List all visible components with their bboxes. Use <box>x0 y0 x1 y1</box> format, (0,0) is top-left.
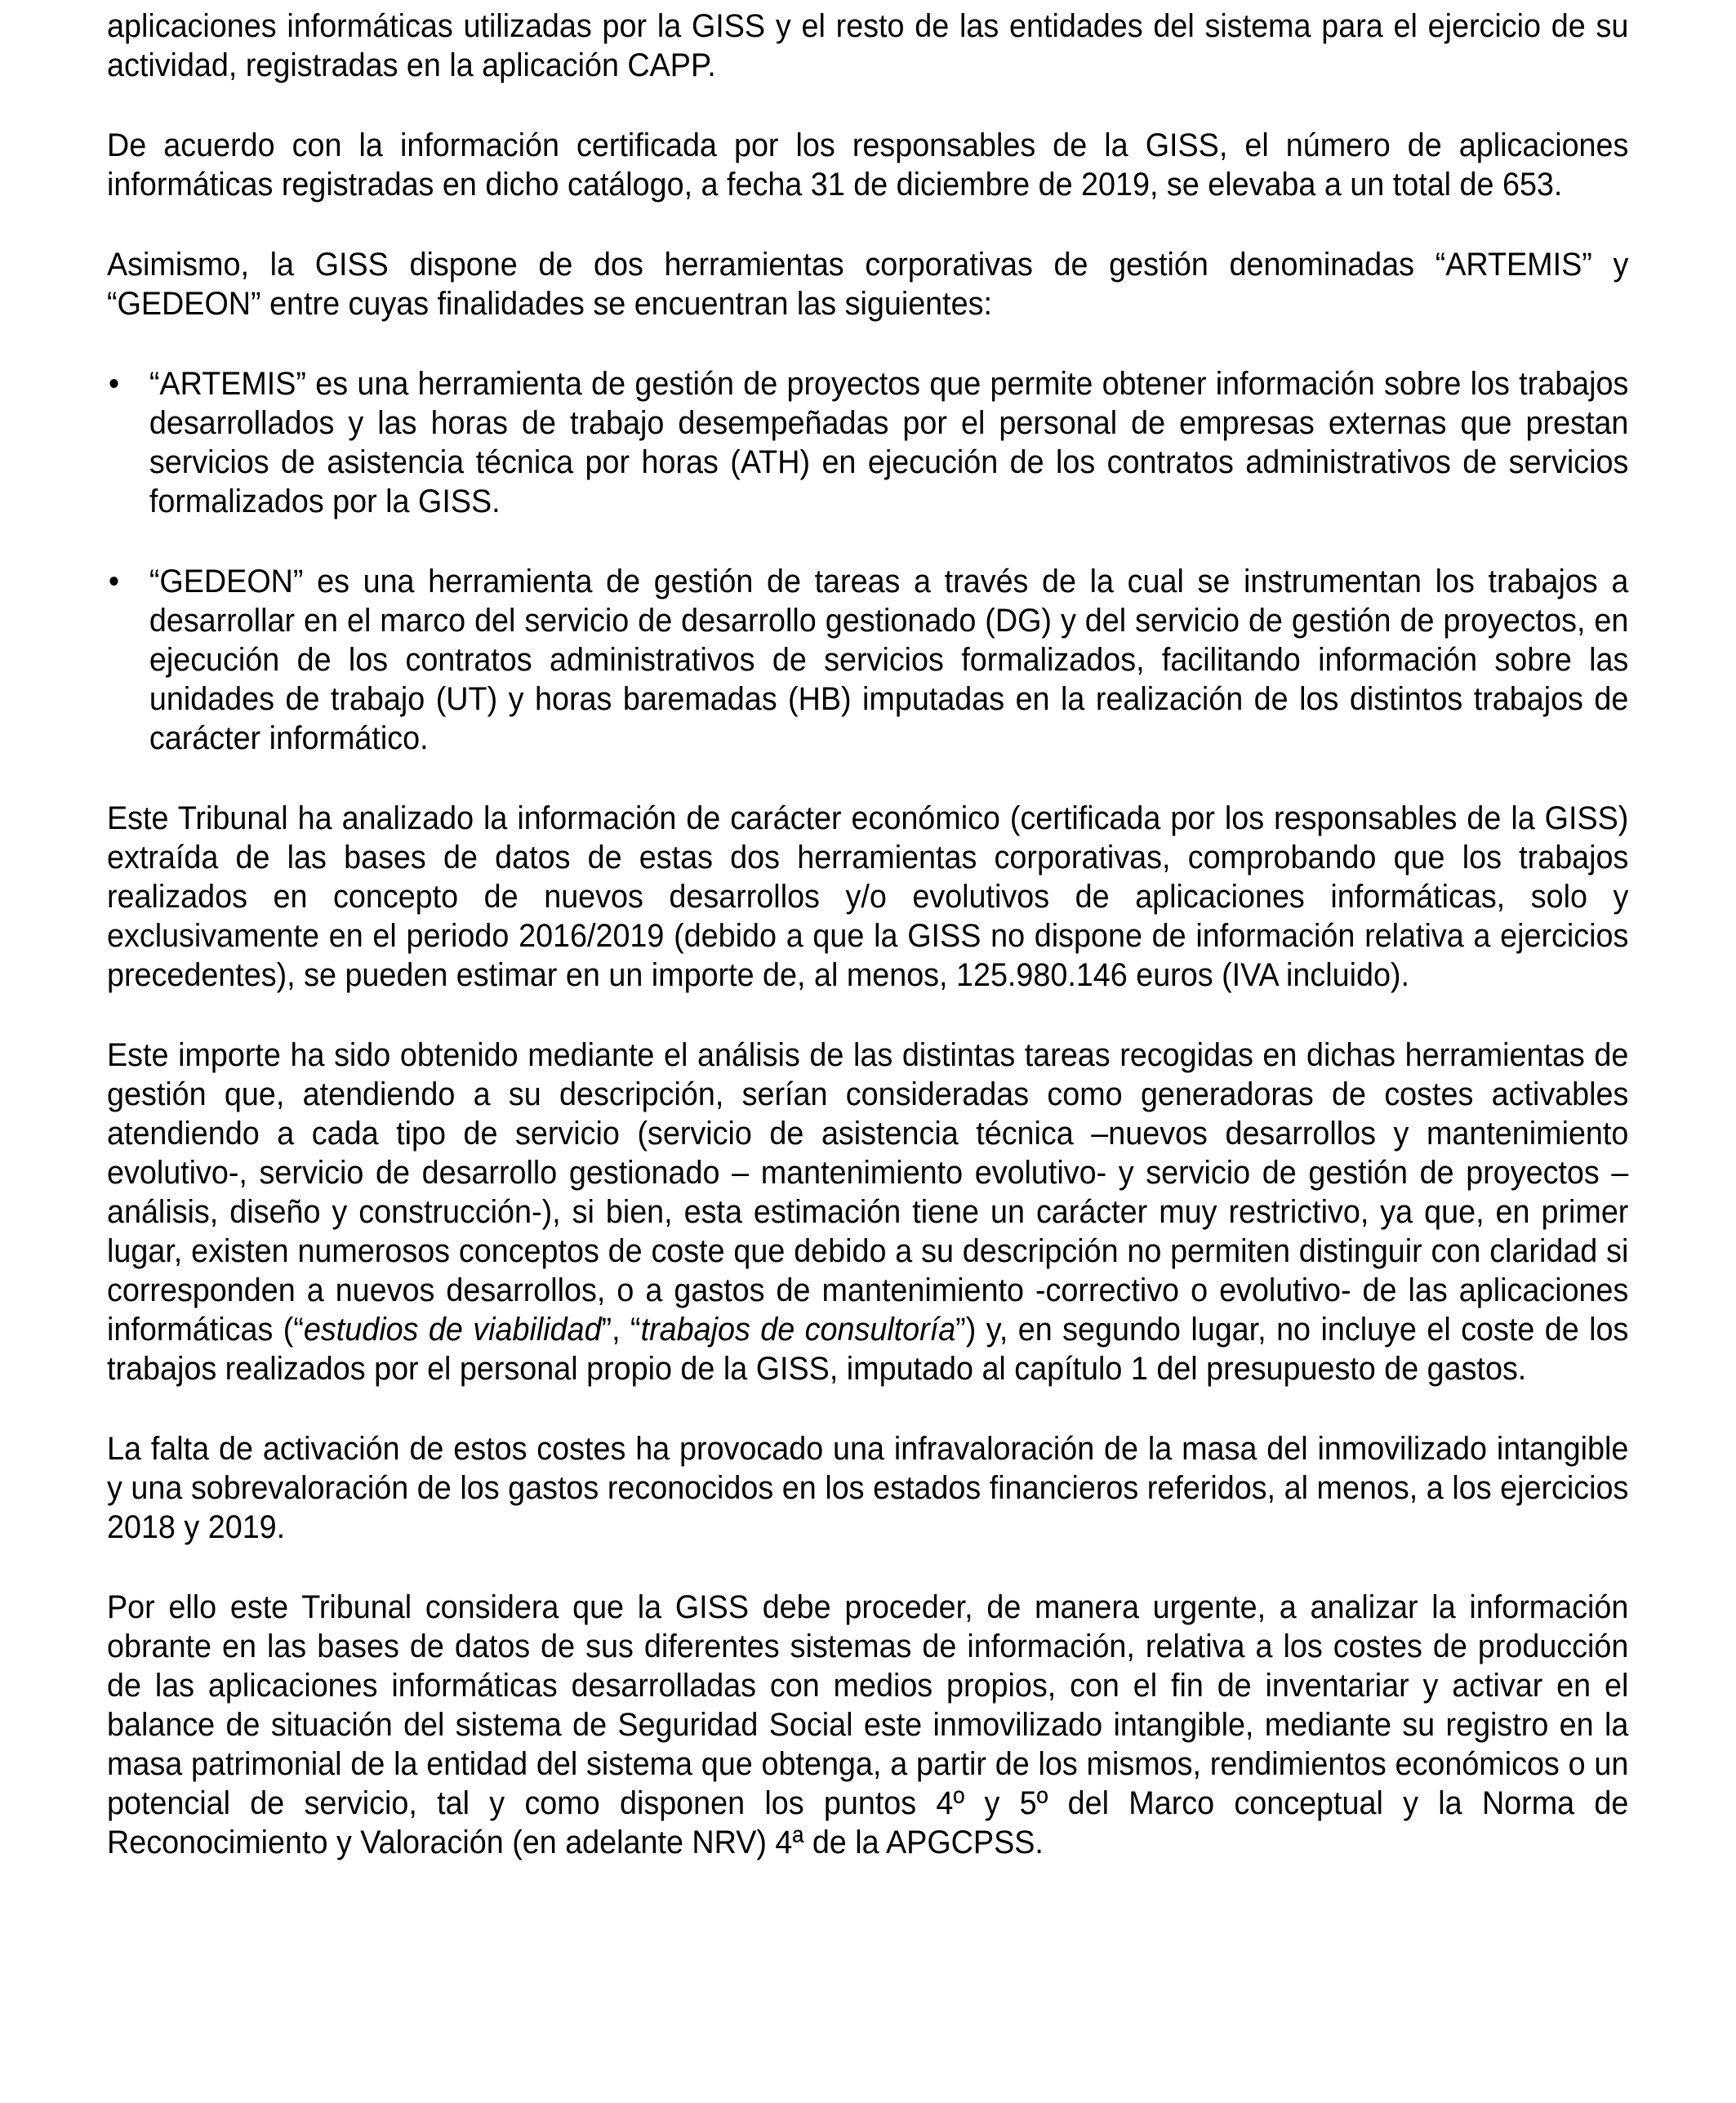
bullet-marker: • <box>108 564 120 599</box>
paragraph-text-segment: Este importe ha sido obtenido mediante el análisis de las distintas tareas recogidas en dichas herramientas de gestión que, atendiendo a su descripción, serían consideradas como generadoras de costes activables atendiendo a cada tipo de servicio (servicio de asistencia técnica –nuevos desarrollos y mantenimiento evolutivo-, servicio de desarrollo gestionado – mantenimiento evolutivo- y servicio de gestión de proyectos –análisis, diseño y construcción-), si bien, esta estimación tiene un carácter muy restrictivo, ya que, en primer lugar, existen numerosos conceptos de coste que debido a su descripción no permiten distinguir con claridad si corresponden a nuevos desarrollos, o a gastos de mantenimiento -correctivo o evolutivo- de las aplicaciones informáticas (“ <box>107 1037 1629 1348</box>
paragraph-catalogo-653: De acuerdo con la información certificada por los responsables de la GISS, el número de aplicaciones informáticas registradas en dicho catálogo, a fecha 31 de diciembre de 2019, se elevaba a un total de 653. <box>107 127 1629 203</box>
bullet-text-gedeon: “GEDEON” es una herramienta de gestión de tareas a través de la cual se instrumentan los trabajos a desarrollar en el marco del servicio de desarrollo gestionado (DG) y del servicio de gestión de proyectos, en ejecución de los contratos administrativos de servicios formalizados, facilitando información sobre las unidades de trabajo (UT) y horas baremadas (HB) imputadas en la realización de los distintos trabajos de carácter informático. <box>149 564 1629 756</box>
paragraph-text-segment: ”) y, en segundo lugar, no incluye el coste de los trabajos realizados por el personal propio de la GISS, imputado al capítulo 1 del presupuesto de gastos. <box>107 1312 1629 1387</box>
paragraph-intro-herramientas: Asimismo, la GISS dispone de dos herramientas corporativas de gestión denominadas “ARTEMIS” y “GEDEON” entre cuyas finalidades se encuentran las siguientes: <box>107 247 1629 322</box>
bullet-item-artemis <box>107 364 1628 521</box>
bullet-text-artemis: “ARTEMIS” es una herramienta de gestión de proyectos que permite obtener información sobre los trabajos desarrollados y las horas de trabajo desempeñadas por el personal de empresas externas que prestan servicios de asistencia técnica por horas (ATH) en ejecución de los contratos administrativos de servicios formalizados por la GISS. <box>149 366 1629 519</box>
paragraph-analisis-economico: Este Tribunal ha analizado la información de carácter económico (certificada por los responsables de la GISS) extraída de las bases de datos de estas dos herramientas corporativas, comprobando que los trabajos realizados en concepto de nuevos desarrollos y/o evolutivos de aplicaciones informáticas, solo y exclusivamente en el periodo 2016/2019 (debido a que la GISS no dispone de información relativa a ejercicios precedentes), se pueden estimar en un importe de, al menos, 125.980.146 euros (IVA incluido). <box>107 800 1629 993</box>
paragraph-falta-activacion: La falta de activación de estos costes ha provocado una infravaloración de la masa del inmovilizado intangible y una sobrevaloración de los gastos reconocidos en los estados financieros referidos, al menos, a los ejercicios 2018 y 2019. <box>107 1431 1629 1545</box>
paragraph-recomendacion-tribunal: Por ello este Tribunal considera que la GISS debe proceder, de manera urgente, a analizar la información obrante en las bases de datos de sus diferentes sistemas de información, relativa a los costes de producción de las aplicaciones informáticas desarrolladas con medios propios, con el fin de inventariar y activar en el balance de situación del sistema de Seguridad Social este inmovilizado intangible, mediante su registro en la masa patrimonial de la entidad del sistema que obtenga, a partir de los mismos, rendimientos económicos o un potencial de servicio, tal y como disponen los puntos 4º y 5º del Marco conceptual y la Norma de Reconocimiento y Valoración (en adelante NRV) 4ª de la APGCPSS. <box>107 1589 1629 1860</box>
paragraph-continuation-capp: aplicaciones informáticas utilizadas por la GISS y el resto de las entidades del sistema para el ejercicio de su actividad, registradas en la aplicación CAPP. <box>107 8 1629 83</box>
bullet-item-gedeon <box>107 562 1628 758</box>
bullet-marker: • <box>108 366 120 402</box>
paragraph-metodo-estimacion <box>107 1036 1628 1388</box>
italic-term-estudios-viabilidad: estudios de viabilidad <box>303 1312 602 1348</box>
italic-term-trabajos-consultoria: trabajos de consultoría <box>640 1312 956 1348</box>
paragraph-text-segment: ”, “ <box>601 1312 641 1348</box>
text-column <box>107 7 1628 1862</box>
